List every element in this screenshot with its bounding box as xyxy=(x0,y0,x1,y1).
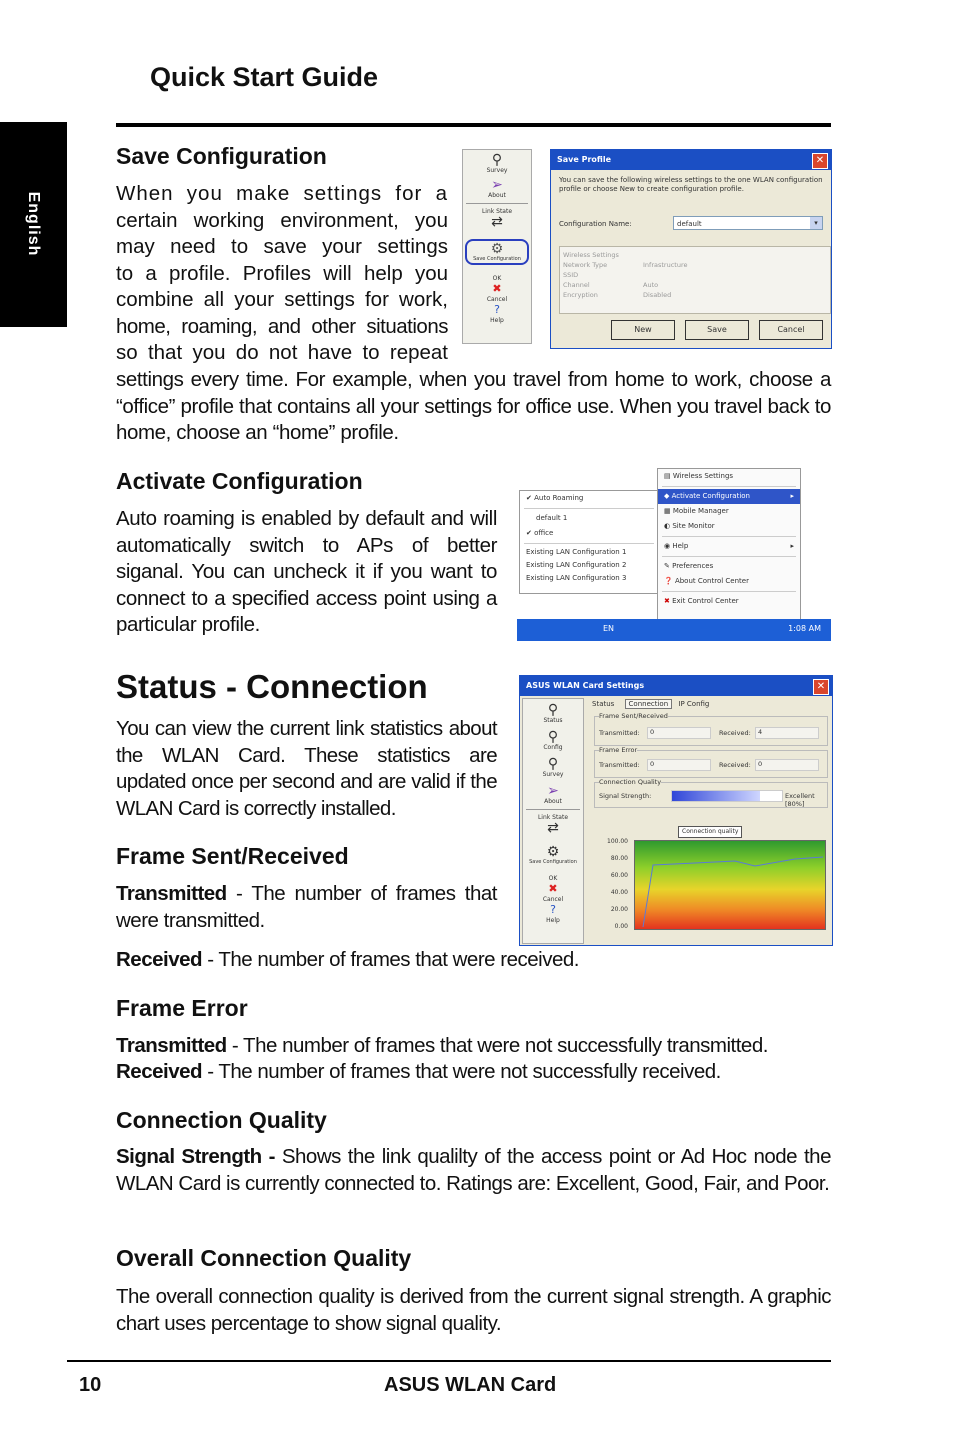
settings-key: SSID xyxy=(563,271,579,279)
term: Transmitted xyxy=(116,1034,227,1057)
link-state-icon: ⇄ xyxy=(491,214,503,230)
menu-item-existing[interactable] xyxy=(520,559,658,572)
definition: - The number of frames that were transmitted. xyxy=(116,882,497,932)
save-configuration-item[interactable] xyxy=(465,239,529,265)
menu-item-about[interactable]: ❓ About Control Center xyxy=(664,577,749,585)
dialog-description: You can save the following wireless settings to the one WLAN configuration profile or choose New to create configuration profile. xyxy=(559,176,823,193)
footer-product: ASUS WLAN Card xyxy=(384,1374,557,1396)
footer-rule xyxy=(67,1360,831,1362)
group-label: Frame Sent/Received xyxy=(599,712,668,720)
language-side-tab xyxy=(0,122,67,327)
language-indicator[interactable]: EN xyxy=(603,624,615,633)
menu-label: office xyxy=(534,529,554,537)
menu-label: Existing LAN Configuration 3 xyxy=(526,574,627,582)
sidebar-item-config[interactable] xyxy=(523,730,583,751)
term: Transmitted xyxy=(116,882,227,905)
settings-value: Infrastructure xyxy=(643,261,688,269)
survey-icon: ⚲ xyxy=(547,756,559,772)
menu-label: Existing LAN Configuration 2 xyxy=(526,561,627,569)
sidebar-item-help[interactable] xyxy=(523,903,583,924)
field-label: Transmitted: xyxy=(599,761,640,769)
item-label: Status xyxy=(543,717,563,724)
activate-config-body: Auto roaming is enabled by default and will automatically switch to APs of better siganal. You can uncheck it if you want to connect to a specified access point using a particular profile. xyxy=(116,507,497,636)
error-transmitted-value: 0 xyxy=(647,759,711,771)
group-label: Connection Quality xyxy=(599,778,662,786)
tab-ip-config[interactable]: IP Config xyxy=(678,700,710,708)
save-line: When you make settings for a xyxy=(116,182,448,205)
sidebar-item-link-state[interactable] xyxy=(523,814,583,835)
signal-strength-fill xyxy=(672,791,760,801)
y-axis-labels xyxy=(598,838,630,934)
frame-sent-heading: Frame Sent/Received xyxy=(116,843,349,869)
status-icon: ⚲ xyxy=(547,702,559,718)
item-label: Help xyxy=(546,917,560,924)
save-config-heading: Save Configuration xyxy=(116,143,327,169)
cancel-icon: ✖ xyxy=(492,282,502,295)
settings-key: Network Type xyxy=(563,261,608,269)
item-label: Link State xyxy=(481,208,513,215)
config-icon: ⚲ xyxy=(547,729,559,745)
menu-item-existing[interactable] xyxy=(520,572,658,585)
menu-item-help[interactable]: ◉ Help ▸ xyxy=(658,539,800,554)
connection-quality-body xyxy=(116,1144,831,1197)
menu-label: Site Monitor xyxy=(672,522,715,530)
item-label: Cancel xyxy=(542,896,564,903)
sidebar-item-save-configuration[interactable] xyxy=(523,845,583,865)
dialog-titlebar xyxy=(551,150,831,170)
tab-status[interactable]: Status xyxy=(592,700,615,708)
config-name-select[interactable] xyxy=(673,216,823,230)
sidebar-item-cancel[interactable] xyxy=(523,882,583,903)
header-rule xyxy=(116,123,831,127)
page-number: 10 xyxy=(79,1374,102,1396)
save-line: so that you do not have to repeat xyxy=(116,341,448,364)
field-label: Received: xyxy=(719,761,751,769)
settings-row xyxy=(563,250,827,260)
field-label: Signal Strength: xyxy=(599,792,652,800)
save-config-intro xyxy=(116,181,448,367)
settings-summary xyxy=(559,246,831,314)
clock[interactable]: 1:08 AM xyxy=(788,624,821,633)
sent-received-value: 4 xyxy=(755,727,819,739)
chevron-right-icon: ▸ xyxy=(790,542,794,550)
item-label: OK xyxy=(492,275,502,282)
control-center-menu xyxy=(657,468,801,630)
menu-label: About Control Center xyxy=(674,577,749,585)
menu-label: Activate Configuration xyxy=(671,492,750,500)
menu-item-activate-configuration[interactable]: ◆ Activate Configuration ▸ xyxy=(658,489,800,504)
save-config-continued: settings every time. For example, when you travel from home to work, choose a “office” profile that contains all your settings for office use. When you travel back to home, choose an “home” profile. xyxy=(116,368,831,444)
overall-quality-body: The overall connection quality is derived from the current signal strength. A graphic chart uses percentage to show signal quality. xyxy=(116,1285,831,1335)
cancel-icon: ✖ xyxy=(548,882,558,895)
settings-row xyxy=(563,270,827,280)
frame-sent-transmitted xyxy=(116,881,497,934)
chevron-right-icon: ▸ xyxy=(790,492,794,500)
signal-rating: Excellent [80%] xyxy=(785,792,815,808)
field-label: Transmitted: xyxy=(599,729,640,737)
item-label: About xyxy=(544,798,562,805)
group-label: Frame Error xyxy=(599,746,638,754)
exit-icon: ✖ xyxy=(664,597,670,605)
connection-quality-button[interactable]: Connection quality xyxy=(678,826,742,838)
term: Signal Strength - xyxy=(116,1145,275,1168)
config-name-value: default xyxy=(677,220,702,228)
profile-submenu xyxy=(519,490,659,594)
context-menu-screenshot xyxy=(517,466,831,641)
language-label: English xyxy=(25,191,42,257)
menu-item-mobile-manager[interactable]: ▦ Mobile Manager xyxy=(664,507,729,515)
y-tick: 80.00 xyxy=(610,855,628,862)
new-button[interactable]: New xyxy=(611,320,675,340)
status-connection-title: Status - Connection xyxy=(116,668,428,705)
close-icon[interactable]: ✕ xyxy=(812,153,828,169)
tab-bar xyxy=(592,700,709,708)
y-tick: 100.00 xyxy=(607,838,628,845)
frame-sent-group xyxy=(594,712,828,746)
signal-strength-bar xyxy=(671,790,783,802)
item-label: Help xyxy=(490,317,504,324)
about-icon: ➢ xyxy=(491,177,503,193)
settings-key: Encryption xyxy=(563,291,598,299)
sidebar-item-about[interactable] xyxy=(523,784,583,805)
survey-item[interactable] xyxy=(463,153,531,174)
frame-sent-received xyxy=(116,947,831,974)
about-icon: ➢ xyxy=(547,783,559,799)
menu-item-wireless-settings[interactable]: ▤ Wireless Settings xyxy=(664,472,734,480)
menu-item-profile[interactable] xyxy=(520,511,658,526)
cancel-button[interactable]: Cancel xyxy=(759,320,823,340)
quality-plot-area xyxy=(634,840,826,930)
connection-quality-group xyxy=(594,778,828,808)
help-icon: ? xyxy=(494,303,500,316)
menu-label: Help xyxy=(672,542,689,550)
menu-item-preferences[interactable]: ✎ Preferences xyxy=(664,562,714,570)
settings-value: Auto xyxy=(643,281,659,289)
y-tick: 20.00 xyxy=(610,906,628,913)
menu-item-existing[interactable] xyxy=(520,546,658,559)
save-line: may need to save your settings xyxy=(116,235,448,258)
frame-error-transmitted xyxy=(116,1033,856,1060)
y-tick: 60.00 xyxy=(610,872,628,879)
definition: - The number of frames that were not successfully received. xyxy=(202,1060,721,1083)
sidebar-item-status[interactable] xyxy=(523,703,583,724)
sidebar-item-survey[interactable] xyxy=(523,757,583,778)
link-state-icon: ⇄ xyxy=(547,820,559,836)
window-title: ASUS WLAN Card Settings xyxy=(526,681,645,690)
settings-key: Wireless Settings xyxy=(563,251,619,259)
help-item[interactable] xyxy=(463,303,531,324)
item-label: Save Configuration xyxy=(529,859,577,865)
guide-title: Quick Start Guide xyxy=(150,62,379,92)
definition: Shows the link qualilty of the access point or Ad Hoc node the WLAN Card is currently connected to. Ratings are: Excellent, Good, Fair, and Poor. xyxy=(116,1145,831,1195)
save-line: to a profile. Profiles will help you xyxy=(116,261,448,285)
quality-line xyxy=(635,841,825,929)
save-config-icon: ⚙ xyxy=(546,844,560,860)
cancel-item[interactable] xyxy=(463,282,531,303)
settings-row xyxy=(563,260,827,270)
ok-item[interactable] xyxy=(463,275,531,282)
config-name-label: Configuration Name: xyxy=(559,220,632,228)
link-state-item[interactable] xyxy=(463,208,531,229)
frame-error-heading: Frame Error xyxy=(116,995,248,1021)
help-icon: ? xyxy=(550,903,556,916)
sent-transmitted-value: 0 xyxy=(647,727,711,739)
dialog-title: Save Profile xyxy=(557,155,611,164)
window-sidebar xyxy=(522,698,584,944)
frame-error-group xyxy=(594,746,828,778)
save-button[interactable]: Save xyxy=(685,320,749,340)
y-tick: 40.00 xyxy=(610,889,628,896)
settings-key: Channel xyxy=(563,281,590,289)
menu-label: Exit Control Center xyxy=(672,597,739,605)
y-tick: 0.00 xyxy=(614,923,628,930)
item-label: Cancel xyxy=(486,296,508,303)
menu-item-exit[interactable] xyxy=(658,594,800,609)
sidebar-item-ok[interactable] xyxy=(523,875,583,882)
tab-connection[interactable]: Connection xyxy=(625,699,673,709)
save-profile-dialog xyxy=(550,149,832,349)
menu-label: Mobile Manager xyxy=(672,507,729,515)
menu-item-site-monitor[interactable]: ◐ Site Monitor xyxy=(664,522,715,530)
item-label: Survey xyxy=(486,167,508,174)
about-item[interactable] xyxy=(463,178,531,199)
definition: - The number of frames that were received. xyxy=(202,948,579,971)
activate-config-heading: Activate Configuration xyxy=(116,468,363,494)
settings-row xyxy=(563,280,827,290)
status-intro: You can view the current link statistics about the WLAN Card. These statistics are updated once per second and are valid if the WLAN Card is correctly installed. xyxy=(116,717,497,820)
menu-label: default 1 xyxy=(536,514,568,522)
definition: - The number of frames that were not successfully transmitted. xyxy=(226,1034,768,1057)
frame-error-received xyxy=(116,1059,831,1086)
menu-item-profile[interactable]: ✔ office xyxy=(526,529,554,537)
item-label: Survey xyxy=(542,771,564,778)
settings-row xyxy=(563,290,827,300)
menu-label: Preferences xyxy=(672,562,714,570)
save-line: combine all your settings for work, xyxy=(116,288,448,311)
wlan-settings-window xyxy=(519,675,833,946)
survey-icon: ⚲ xyxy=(491,152,503,168)
field-label: Received: xyxy=(719,729,751,737)
item-label: OK xyxy=(548,875,558,882)
save-config-icon: ⚙ xyxy=(490,241,504,257)
save-line: home, roaming, and other situations xyxy=(116,314,448,338)
menu-label: Auto Roaming xyxy=(534,494,584,502)
save-line: certain working environment, you xyxy=(116,208,448,232)
overall-quality-heading: Overall Connection Quality xyxy=(116,1245,412,1271)
item-label: Config xyxy=(543,744,563,751)
settings-value: Disabled xyxy=(643,291,672,299)
menu-label: Existing LAN Configuration 1 xyxy=(526,548,627,556)
item-label: Save Configuration xyxy=(473,256,521,262)
window-titlebar xyxy=(520,676,832,696)
item-label: About xyxy=(488,192,506,199)
chevron-down-icon[interactable]: ▾ xyxy=(810,217,822,229)
error-received-value: 0 xyxy=(755,759,819,771)
term: Received xyxy=(116,948,203,971)
term: Received xyxy=(116,1060,203,1083)
taskbar xyxy=(517,619,831,641)
item-label: Link State xyxy=(537,814,569,821)
menu-label: Wireless Settings xyxy=(672,472,734,480)
quality-chart xyxy=(594,838,826,936)
close-icon[interactable]: ✕ xyxy=(813,679,829,695)
save-sidebar-screenshot xyxy=(462,149,532,344)
menu-item-auto-roaming[interactable]: ✔ Auto Roaming xyxy=(526,494,584,502)
connection-quality-heading: Connection Quality xyxy=(116,1107,327,1133)
